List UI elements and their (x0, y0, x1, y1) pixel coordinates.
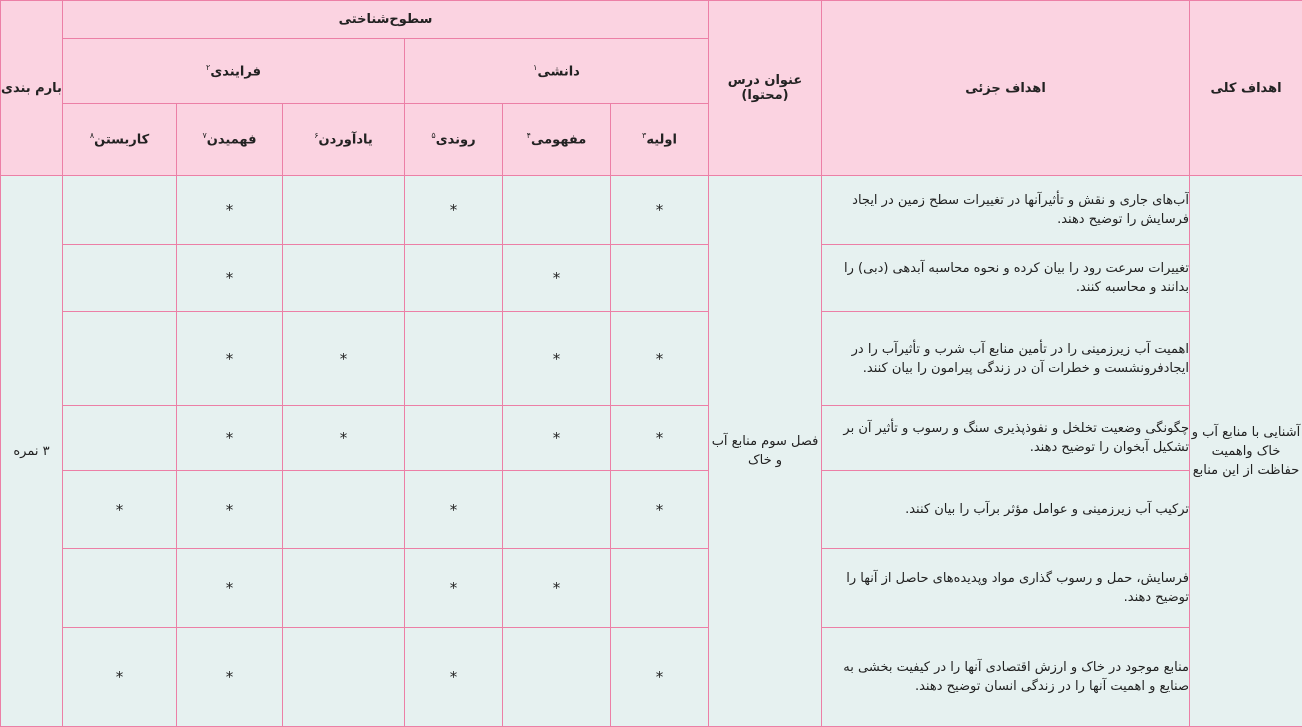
header-procedural-label: روندی (436, 133, 476, 148)
mark-cell: * (405, 471, 503, 549)
mark-cell (503, 176, 611, 245)
mark-cell: * (177, 549, 283, 628)
table-row (1, 549, 1302, 628)
mark-cell: * (177, 471, 283, 549)
header-remember-label: یادآوردن (319, 133, 373, 148)
table-row (1, 471, 1302, 549)
table-row (1, 245, 1302, 312)
mark-cell (405, 406, 503, 471)
mark-cell (283, 245, 405, 312)
mark-cell (405, 245, 503, 312)
header-partial-goals: اهداف جزئی (822, 1, 1190, 176)
header-basic-footnote: ۳ (642, 131, 646, 140)
mark-cell (611, 245, 709, 312)
header-apply-label: کاربستن (94, 133, 149, 148)
header-lesson-title: عنوان درس (محتوا) (709, 1, 822, 176)
mark-cell (283, 628, 405, 727)
header-remember (283, 104, 405, 176)
mark-cell: * (283, 406, 405, 471)
mark-cell: * (63, 628, 177, 727)
header-apply-footnote: ۸ (90, 131, 94, 140)
table-row (1, 312, 1302, 406)
mark-cell (63, 176, 177, 245)
mark-cell: * (503, 549, 611, 628)
mark-cell: * (405, 628, 503, 727)
header-general-goals: اهداف کلی (1190, 1, 1302, 176)
mark-cell: * (611, 628, 709, 727)
mark-cell: * (63, 471, 177, 549)
mark-cell: * (503, 406, 611, 471)
header-apply (63, 104, 177, 176)
general-goal-cell: آشنایی با منابع آب و خاک واهمیت حفاظت از این منابع (1190, 176, 1302, 727)
mark-cell (283, 549, 405, 628)
header-process-footnote: ۲ (206, 63, 210, 72)
mark-cell: * (405, 549, 503, 628)
mark-cell: * (503, 245, 611, 312)
mark-cell (503, 471, 611, 549)
mark-cell (63, 406, 177, 471)
score-cell: ۳ نمره (1, 176, 63, 727)
header-basic (611, 104, 709, 176)
mark-cell (283, 471, 405, 549)
mark-cell (63, 245, 177, 312)
objective-cell: منابع موجود در خاک و ارزش اقتصادی آنها را در کیفیت بخشی به صنایع و اهمیت آنها را در زندگی انسان توضیح دهند. (822, 628, 1190, 727)
header-conceptual-footnote: ۴ (527, 131, 531, 140)
mark-cell: * (177, 245, 283, 312)
mark-cell: * (611, 471, 709, 549)
mark-cell: * (177, 406, 283, 471)
mark-cell (503, 628, 611, 727)
header-scoring: بارم بندی (1, 1, 63, 176)
mark-cell (283, 176, 405, 245)
objective-cell: فرسایش، حمل و رسوب گذاری مواد وپدیده‌های حاصل از آنها را توضیح دهند. (822, 549, 1190, 628)
mark-cell: * (611, 406, 709, 471)
objective-cell: چگونگی وضعیت تخلخل و نفوذپذیری سنگ و رسوب و تأثیر آن بر تشکیل آبخوان را توضیح دهند. (822, 406, 1190, 471)
objective-cell: ترکیب آب زیرزمینی و عوامل مؤثر برآب را بیان کنند. (822, 471, 1190, 549)
objective-cell: آب‌های جاری و نقش و تأثیرآنها در تغییرات سطح زمین در ایجاد فرسایش را توضیح دهند. (822, 176, 1190, 245)
mark-cell: * (611, 176, 709, 245)
table-row (1, 176, 1302, 245)
header-process-label: فرایندی (210, 64, 261, 79)
header-knowledge-footnote: ۱ (533, 63, 537, 72)
mark-cell (63, 312, 177, 406)
lesson-title-cell: فصل سوم منابع آب و خاک (709, 176, 822, 727)
table-row (1, 406, 1302, 471)
header-understand-footnote: ۷ (202, 131, 206, 140)
mark-cell: * (177, 176, 283, 245)
header-remember-footnote: ۶ (314, 131, 318, 140)
header-conceptual (503, 104, 611, 176)
mark-cell (405, 312, 503, 406)
mark-cell (611, 549, 709, 628)
mark-cell: * (177, 628, 283, 727)
header-cognitive-levels: سطوح‌شناختی (63, 1, 709, 39)
objective-cell: اهمیت آب زیرزمینی را در تأمین منابع آب شرب و تأثیرآب را در ایجادفرونشست و خطرات آن در زندگی پیرامون را بیان کنند. (822, 312, 1190, 406)
header-procedural (405, 104, 503, 176)
header-knowledge (405, 39, 709, 104)
header-procedural-footnote: ۵ (431, 131, 435, 140)
mark-cell: * (283, 312, 405, 406)
header-process (63, 39, 405, 104)
header-knowledge-label: دانشی (537, 64, 579, 79)
mark-cell: * (405, 176, 503, 245)
mark-cell (63, 549, 177, 628)
header-understand (177, 104, 283, 176)
objective-cell: تغییرات سرعت رود را بیان کرده و نحوه محاسبه آبدهی (دبی) را بدانند و محاسبه کنند. (822, 245, 1190, 312)
header-understand-label: فهمیدن (207, 133, 257, 148)
table-row (1, 628, 1302, 727)
header-basic-label: اولیه (646, 133, 677, 148)
mark-cell: * (503, 312, 611, 406)
header-conceptual-label: مفهومی (531, 133, 586, 148)
mark-cell: * (177, 312, 283, 406)
mark-cell: * (611, 312, 709, 406)
